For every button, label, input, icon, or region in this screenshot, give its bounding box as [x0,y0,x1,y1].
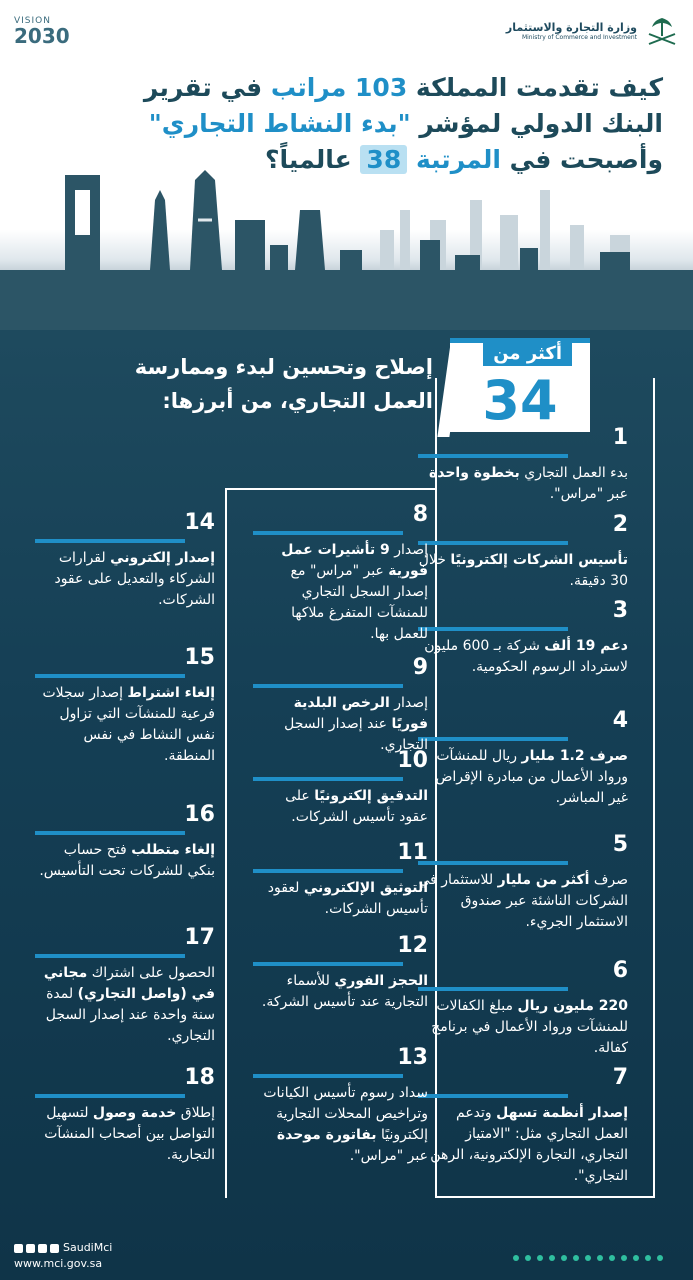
item-bold: تأسيس الشركات إلكترونيًا [450,552,628,568]
reform-item [418,708,628,809]
title-l2b: "بدء النشاط التجاري" [148,109,411,138]
item-text: إصدار [389,695,428,711]
title-line-2 [23,106,663,142]
item-number: 6 [612,958,628,983]
reform-item [418,832,628,933]
reform-item [418,512,628,592]
item-number: 14 [184,510,215,535]
reform-item [418,1065,628,1187]
item-number: 4 [612,708,628,733]
title-l1a: كيف تقدمت المملكة [407,73,663,102]
item-text: لمدة سنة واحدة عند إصدار السجل التجاري. [45,986,215,1044]
item-text: لقرارات الشركاء والتعديل على عقود الشركات. [54,550,215,608]
title-l3b: المرتبة [415,145,501,174]
item-bold: إصدار إلكتروني [110,550,215,566]
item-bold: الحجز الفوري [334,973,428,989]
item-bold: بخطوة واحدة [428,465,520,481]
item-text: لتسهيل التواصل بين أصحاب المنشآت التجارية. [44,1105,215,1163]
reform-item [418,598,628,678]
item-number: 11 [397,840,428,865]
reform-item [253,840,428,920]
reform-item [253,933,428,1013]
decorative-dots [507,1246,663,1265]
reform-item [35,802,215,882]
item-bold: 220 مليون ريال [517,998,628,1014]
item-text: إصدار سجلات فرعية للمنشآت التي تزاول نفس النشاط في نفس المنطقة. [42,685,215,764]
item-text: على عقود تأسيس الشركات. [285,788,428,825]
item-text: للأسماء التجارية عند تأسيس الشركة. [261,973,428,1010]
item-number: 18 [184,1065,215,1090]
item-text: شركة بـ 600 مليون لاسترداد الرسوم الحكومية. [424,638,628,675]
item-bold: الرخص البلدية فوريًا [293,695,428,732]
reform-item [35,645,215,767]
item-bold: بفاتورة موحدة [276,1127,377,1143]
item-text: عند إصدار السجل التجاري. [284,716,428,753]
item-text: فتح حساب بنكي للشركات تحت التأسيس. [39,842,215,879]
title-l1b: 103 مراتب [270,73,408,102]
item-bold: أكثر من مليار [497,872,590,888]
title-l1c: في تقرير [143,73,271,102]
item-bold: مجاني في (واصل التجاري) [43,965,215,1002]
social-handle[interactable]: SaudiMci [63,1241,113,1254]
item-bold: إلغاء اشتراط [127,685,215,701]
twitter-icon [14,1244,23,1253]
item-text: بدء العمل التجاري [519,465,628,481]
item-bold: صرف 1.2 مليار [521,748,628,764]
item-bold: دعم 19 ألف [544,638,628,654]
riyadh-skyline-illustration [0,160,693,330]
reform-item [35,925,215,1047]
item-number: 1 [612,425,628,450]
item-bold: التوثيق الإلكتروني [303,880,428,896]
ministry-name-en: Ministry of Commerce and Investment [521,34,637,41]
facebook-icon [26,1244,35,1253]
item-text: سداد رسوم تأسيس الكيانات وتراخيص المحلات التجارية إلكترونيًا [263,1085,428,1143]
item-number: 10 [397,748,428,773]
item-text: مبلغ الكفالات للمنشآت ورواد الأعمال في برنامج كفالة. [431,998,628,1056]
item-text: إطلاق [176,1105,215,1121]
item-text: خلال 30 دقيقة. [418,552,628,589]
item-text: عبر "مراس". [349,1148,428,1164]
ministry-name-ar: وزارة التجارة والاستثمار [505,21,637,34]
headline-line-1: إصلاح وتحسين لبدء وممارسة [134,355,433,379]
item-number: 12 [397,933,428,958]
headline-line-2: العمل التجاري، من أبرزها: [162,389,433,413]
item-text: للاستثمار في الشركات الناشئة عبر صندوق الاستثمار الجريء. [418,872,628,930]
item-text: الحصول على اشتراك [87,965,215,981]
title-l2a: البنك الدولي لمؤشر [410,109,663,138]
youtube-icon [50,1244,59,1253]
item-bold: إصدار أنظمة تسهل [496,1105,628,1121]
reform-item [253,655,428,756]
title-line-1 [23,70,663,106]
item-number: 2 [612,512,628,537]
item-text: ريال للمنشآت ورواد الأعمال من مبادرة الإقراض غير المباشر. [435,748,628,806]
footer [14,1240,112,1272]
item-number: 7 [612,1065,628,1090]
ministry-logo [506,14,679,48]
item-text: عبر "مراس" مع إصدار السجل التجاري للمنشآت المتفرغ ملاكها للعمل بها. [290,563,428,642]
reform-item [418,958,628,1059]
item-text: عبر "مراس". [549,486,628,502]
item-number: 8 [412,502,428,527]
item-number: 3 [612,598,628,623]
vision-2030-logo [14,16,84,46]
item-text: إصدار [389,542,428,558]
vision-label: VISION [14,16,51,26]
item-number: 16 [184,802,215,827]
vision-year: 2030 [14,24,70,48]
reform-item [35,1065,215,1166]
item-bold: 9 تأشيرات عمل فورية [281,542,428,579]
reform-item [35,510,215,611]
palm-swords-emblem-icon [645,14,679,48]
item-number: 13 [397,1045,428,1070]
count-prefix: أكثر من [483,341,572,366]
title-l3d: عالمياً؟ [265,145,361,174]
social-icons [14,1244,59,1253]
item-bold: إلغاء متطلب [131,842,215,858]
item-number: 5 [612,832,628,857]
title-l3c: 38 [360,145,407,174]
item-bold: خدمة وصول [92,1105,177,1121]
item-text: صرف [589,872,628,888]
item-number: 9 [412,655,428,680]
website-link[interactable]: www.mci.gov.sa [14,1257,103,1270]
instagram-icon [38,1244,47,1253]
reform-item [253,1045,428,1167]
reform-count: 34 [482,369,558,432]
item-text: لعقود تأسيس الشركات. [267,880,428,917]
item-bold: التدقيق إلكترونيًا [314,788,428,804]
reform-item [253,748,428,828]
item-number: 17 [184,925,215,950]
reform-item [418,425,628,505]
title-l3a: وأصبحت في [500,145,663,174]
item-text: وتدعم العمل التجاري مثل: "الامتياز التجاري، التجارة الإلكترونية، الرهن التجاري". [430,1105,628,1184]
reform-item [253,502,428,645]
item-number: 15 [184,645,215,670]
section-headline [33,350,433,418]
